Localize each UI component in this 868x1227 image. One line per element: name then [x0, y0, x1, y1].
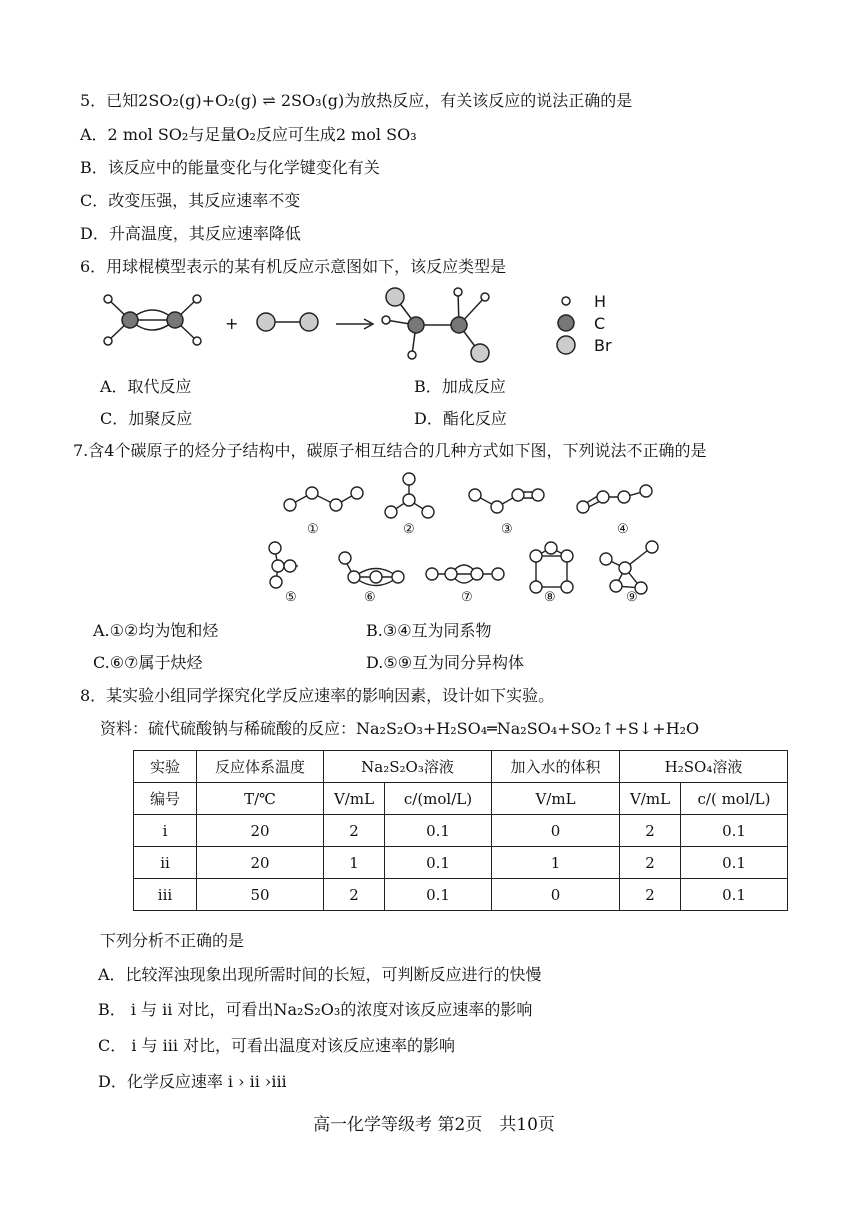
table-header-number: 编号 — [134, 783, 197, 815]
table-header-experiment: 实验 — [134, 751, 197, 783]
q7-label-6: ⑥ — [364, 590, 376, 605]
table-header-water: 加入水的体积 — [492, 751, 620, 783]
q7-label-9: ⑨ — [626, 590, 638, 605]
subheader-v1: V/mL — [324, 783, 385, 815]
q7-label-7: ⑦ — [461, 590, 473, 605]
q8-analysis: 下列分析不正确的是 — [100, 931, 245, 950]
subheader-v2: V/mL — [620, 783, 681, 815]
q6-option-d: D．酯化反应 — [414, 409, 507, 428]
q7-label-4: ④ — [617, 522, 629, 537]
q8-option-c: C． i 与 iii 对比，可看出温度对该反应速率的影响 — [98, 1036, 456, 1055]
experiment-table — [133, 750, 788, 911]
legend-br: Br — [594, 336, 612, 355]
q6-option-c: C．加聚反应 — [100, 409, 193, 428]
q5-option-c: C．改变压强，其反应速率不变 — [80, 191, 301, 210]
q7-option-c: C.⑥⑦属于炔烃 — [93, 653, 203, 672]
q8-option-a: A．比较浑浊现象出现所需时间的长短，可判断反应进行的快慢 — [98, 965, 542, 984]
subheader-temperature: T/℃ — [197, 783, 324, 815]
q8-material: 资料：硫代硫酸钠与稀硫酸的反应：Na₂S₂O₃+H₂SO₄═Na₂SO₄+SO₂↑+S↓+H₂O — [100, 719, 700, 738]
table-header-thiosulfate: Na₂S₂O₃溶液 — [324, 751, 492, 783]
q7-option-d: D.⑤⑨互为同分异构体 — [366, 653, 525, 672]
table-header-sulfuric-acid: H₂SO₄溶液 — [620, 751, 788, 783]
q7-label-1: ① — [307, 522, 319, 537]
q6-option-a: A．取代反应 — [100, 377, 192, 396]
subheader-c1: c/(mol/L) — [385, 783, 492, 815]
q7-label-3: ③ — [501, 522, 513, 537]
table-row: iii 50 2 0.1 0 2 0.1 — [134, 879, 788, 911]
subheader-c2: c/( mol/L) — [681, 783, 788, 815]
q7-option-b: B.③④互为同系物 — [366, 621, 492, 640]
plus-sign: + — [225, 314, 239, 333]
q8-option-b: B． i 与 ii 对比，可看出Na₂S₂O₃的浓度对该反应速率的影响 — [98, 1000, 533, 1019]
q7-label-8: ⑧ — [544, 590, 556, 605]
page-footer: 高一化学等级考 第2页 共10页 — [313, 1115, 555, 1135]
table-row: i 20 2 0.1 0 2 0.1 — [134, 815, 788, 847]
q5-stem: 5．已知2SO₂(g)+O₂(g) ⇌ 2SO₃(g)为放热反应，有关该反应的说法正确的是 — [80, 91, 633, 110]
q5-option-a: A．2 mol SO₂与足量O₂反应可生成2 mol SO₃ — [80, 125, 417, 144]
table-row: ii 20 1 0.1 1 2 0.1 — [134, 847, 788, 879]
q7-stem: 7.含4个碳原子的烃分子结构中，碳原子相互结合的几种方式如下图，下列说法不正确的是 — [73, 441, 707, 460]
subheader-v-water: V/mL — [492, 783, 620, 815]
table-header-temperature: 反应体系温度 — [197, 751, 324, 783]
q8-option-d: D．化学反应速率 i › ii ›iii — [98, 1072, 287, 1091]
q7-option-a: A.①②均为饱和烃 — [93, 621, 219, 640]
q8-stem: 8．某实验小组同学探究化学反应速率的影响因素，设计如下实验。 — [80, 686, 555, 705]
q7-label-5: ⑤ — [285, 590, 297, 605]
legend-h: H — [594, 292, 607, 311]
q5-option-b: B．该反应中的能量变化与化学键变化有关 — [80, 158, 380, 177]
q6-stem: 6．用球棍模型表示的某有机反应示意图如下，该反应类型是 — [80, 257, 507, 276]
q5-option-d: D．升高温度，其反应速率降低 — [80, 224, 301, 243]
legend-c: C — [594, 314, 606, 333]
q7-label-2: ② — [403, 522, 415, 537]
q6-option-b: B．加成反应 — [414, 377, 506, 396]
